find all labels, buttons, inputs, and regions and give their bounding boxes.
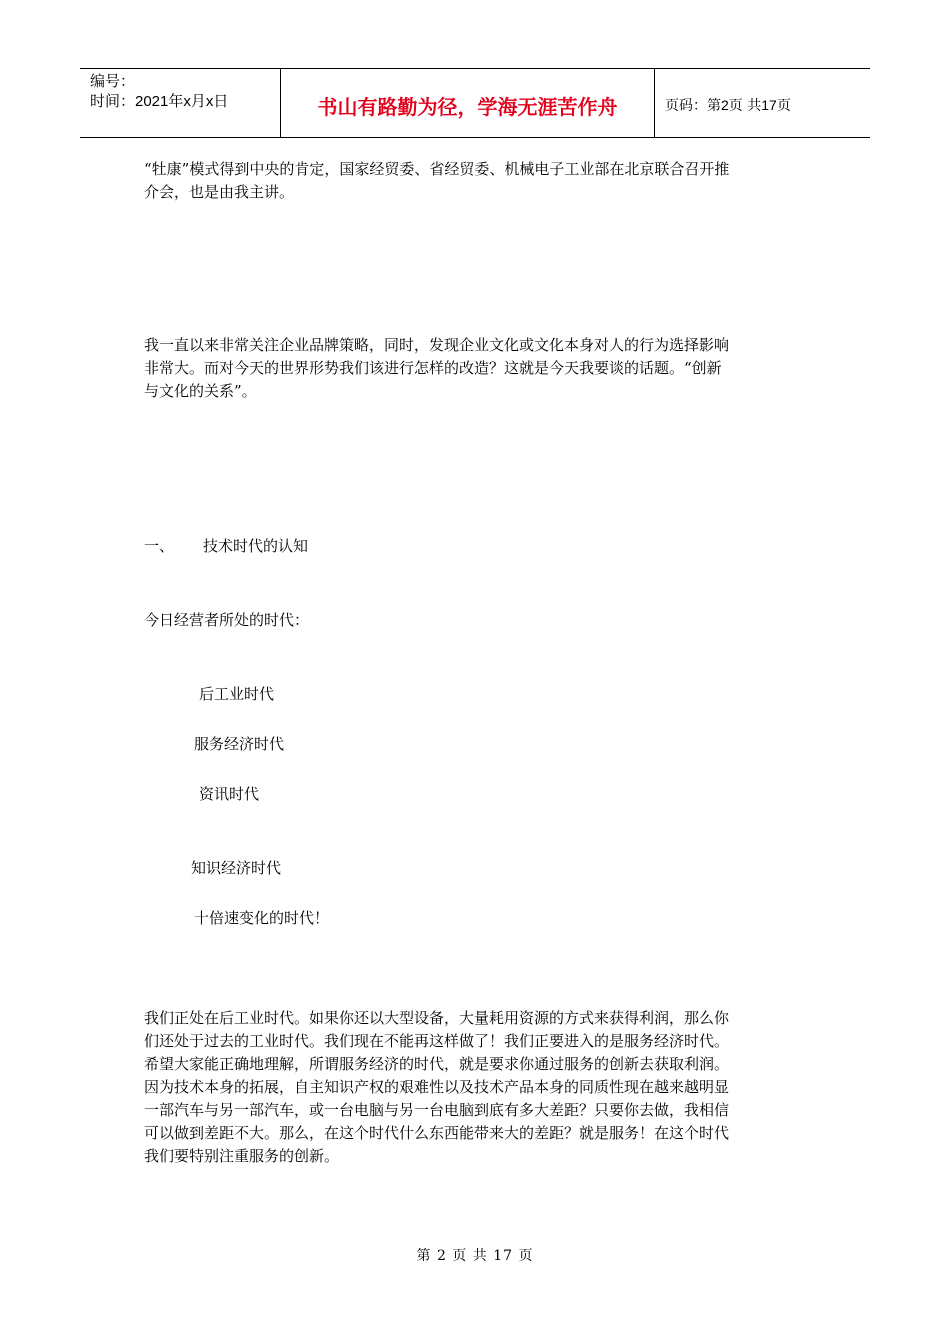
paragraph-line: 们还处于过去的工业时代。我们现在不能再这样做了！我们正要进入的是服务经济时代。: [144, 1032, 730, 1050]
paragraph-line: 一部汽车与另一部汽车，或一台电脑与另一台电脑到底有多大差距？只要你去做，我相信: [144, 1101, 730, 1119]
paragraph-line: 介会，也是由我主讲。: [144, 183, 295, 201]
paragraph-1: [144, 158, 806, 204]
section-title: 技术时代的认知: [203, 537, 309, 555]
document-time: 时间：2021年x月x日: [90, 93, 229, 110]
paragraph-line: 非常大。而对今天的世界形势我们该进行怎样的改造？这就是今天我要谈的话题。“创新: [144, 359, 722, 377]
page-current: 2: [721, 97, 729, 113]
paragraph-line: 希望大家能正确地理解，所谓服务经济的时代，就是要求你通过服务的创新去获取利润。: [144, 1055, 730, 1073]
era-item: 知识经济时代: [191, 859, 282, 877]
paragraph-line: 与文化的关系”。: [144, 382, 257, 400]
era-item: 服务经济时代: [194, 735, 285, 753]
paragraph-line: 可以做到差距不大。那么，在这个时代什么东西能带来大的差距？就是服务！在这个时代: [144, 1124, 730, 1142]
paragraph-2: [144, 334, 806, 403]
era-intro: 今日经营者所处的时代：: [144, 611, 310, 629]
page-footer: 第 2 页 共 17 页: [416, 1248, 534, 1264]
paragraph-line: 我一直以来非常关注企业品牌策略，同时，发现企业文化或文化本身对人的行为选择影响: [144, 336, 730, 354]
paragraph-3: [144, 1007, 806, 1168]
paragraph-line: 我们要特别注重服务的创新。: [144, 1147, 340, 1165]
header-motto: 书山有路勤为径，学海无涯苦作舟: [281, 69, 655, 137]
header-meta: [80, 69, 281, 137]
era-item: 后工业时代: [199, 685, 275, 703]
era-item: 十倍速变化的时代！: [194, 909, 330, 927]
paragraph-line: 因为技术本身的拓展，自主知识产权的艰难性以及技术产品本身的同质性现在越来越明显: [144, 1078, 730, 1096]
era-item: 资讯时代: [199, 785, 260, 803]
page-prefix: 页码：第: [665, 98, 721, 114]
header-page-info: [655, 69, 870, 137]
paragraph-line: 我们正处在后工业时代。如果你还以大型设备，大量耗用资源的方式来获得利润，那么你: [144, 1009, 730, 1027]
document-number-label: 编号：: [90, 73, 136, 90]
section-number: 一、: [144, 537, 175, 555]
page-total: 17: [761, 97, 777, 113]
document-header: [80, 68, 870, 138]
page-middle: 页 共: [728, 98, 762, 114]
paragraph-line: “牡康”模式得到中央的肯定，国家经贸委、省经贸委、机械电子工业部在北京联合召开推: [144, 160, 730, 178]
page-suffix: 页: [776, 98, 791, 114]
